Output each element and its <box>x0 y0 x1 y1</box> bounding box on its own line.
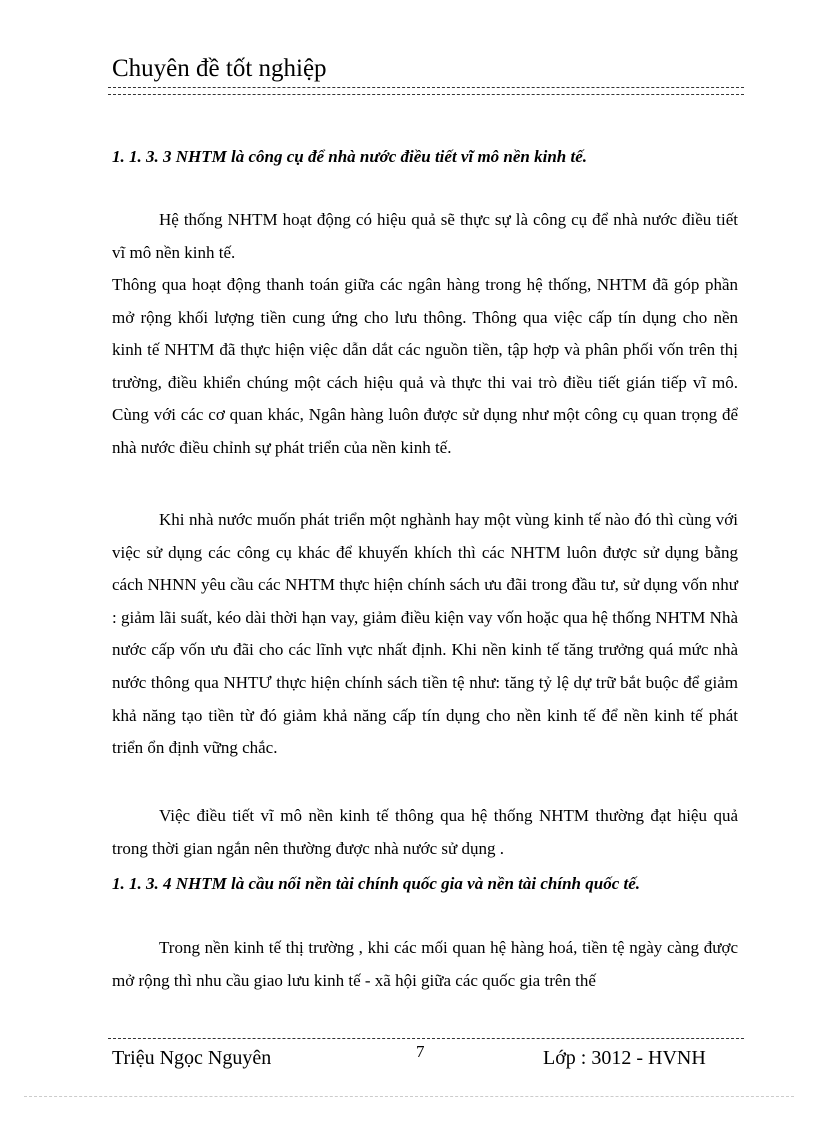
footer-divider <box>108 1038 744 1039</box>
header-divider <box>108 87 744 88</box>
paragraph: Khi nhà nước muốn phát triển một nghành hay một vùng kinh tế nào đó thì cùng với việc sử dụng các công cụ khác để khuyến khích thì các NHTM luôn được sử dụng bằng cách NHNN yêu cầu các NHTM thực hiện chính sách ưu đãi trong đầu tư, sử dụng vốn như : giảm lãi suất, kéo dài thời hạn vay, giảm điều kiện vay vốn hoặc qua hệ thống NHTM Nhà nước cấp vốn ưu đãi cho các lĩnh vực nhất định. Khi nền kinh tế tăng trưởng quá mức nhà nước thông qua NHTƯ thực hiện chính sách tiền tệ như: tăng tỷ lệ dự trữ bắt buộc để giảm khả năng tạo tiền từ đó giảm khả năng cấp tín dụng cho nền kinh tế để nền kinh tế phát triển ổn định vững chắc. <box>112 510 738 758</box>
paragraph: Thông qua hoạt động thanh toán giữa các ngân hàng trong hệ thống, NHTM đã góp phần mở rộng khối lượng tiền cung ứng cho lưu thông. Thông qua việc cấp tín dụng cho nền kinh tế NHTM đã thực hiện việc dẫn dắt các nguồn tiền, tập hợp và phân phối vốn trên thị trường, điều khiển chúng một cách hiệu quả và thực thi vai trò điều tiết gián tiếp vĩ mô. Cùng với các cơ quan khác, Ngân hàng luôn được sử dụng như một công cụ quan trọng để nhà nước điều chỉnh sự phát triển của nền kinh tế. <box>112 275 738 457</box>
page-bottom-border <box>24 1096 794 1097</box>
section-heading: 1. 1. 3. 4 NHTM là cầu nối nền tài chính quốc gia và nền tài chính quốc tế. <box>112 874 641 893</box>
paragraph: Hệ thống NHTM hoạt động có hiệu quả sẽ thực sự là công cụ để nhà nước điều tiết vĩ mô nền kinh tế. <box>112 210 738 262</box>
paragraph: Việc điều tiết vĩ mô nền kinh tế thông qua hệ thống NHTM thường đạt hiệu quả trong thời gian ngắn nên thường được nhà nước sử dụng . <box>112 806 738 858</box>
footer-author: Triệu Ngọc Nguyên <box>112 1047 272 1069</box>
header-divider-lower <box>108 94 744 95</box>
paragraph: Trong nền kinh tế thị trường , khi các mối quan hệ hàng hoá, tiền tệ ngày càng được mở rộng thì nhu cầu giao lưu kinh tế - xã hội giữa các quốc gia trên thế <box>112 938 738 990</box>
page-number: 7 <box>416 1042 425 1061</box>
header-title: Chuyên đề tốt nghiệp <box>112 55 327 82</box>
footer-class-info: Lớp : 3012 - HVNH <box>543 1047 706 1069</box>
section-heading: 1. 1. 3. 3 NHTM là công cụ để nhà nước điều tiết vĩ mô nền kinh tế. <box>112 147 588 166</box>
